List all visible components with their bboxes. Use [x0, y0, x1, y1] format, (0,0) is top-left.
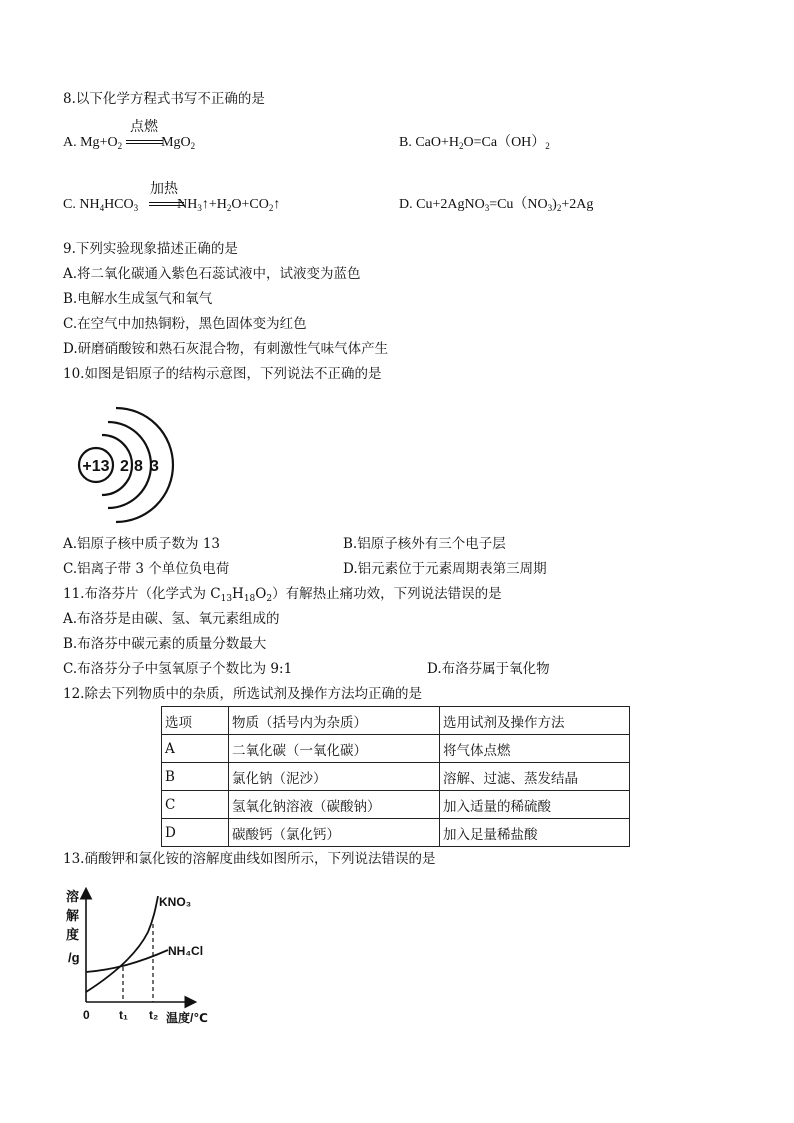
q8-stem: 8.以下化学方程式书写不正确的是 — [63, 91, 265, 107]
table-cell: 氯化钠（泥沙） — [229, 763, 440, 791]
q8-c-condition: 加热 — [150, 181, 178, 197]
aluminum-atom-diagram — [64, 390, 184, 530]
table-cell: C — [162, 791, 229, 819]
table-header-cell: 选项 — [162, 707, 229, 735]
table-header-cell: 选用试剂及操作方法 — [440, 707, 630, 735]
y-axis-label-char: 解 — [66, 908, 80, 923]
series-label-kno3: KNO₃ — [159, 895, 192, 909]
q9-option-d: D.研磨硝酸铵和熟石灰混合物，有刺激性气味气体产生 — [63, 341, 389, 357]
q9-option-b: B.电解水生成氢气和氧气 — [63, 291, 213, 307]
shell-1-electrons: 2 — [120, 458, 129, 475]
q10-option-d: D.铝元素位于元素周期表第三周期 — [343, 561, 547, 577]
q11-option-c: C.布洛芬分子中氢氧原子个数比为 9:1 — [63, 661, 293, 677]
q8-a-condition: 点燃 — [130, 119, 158, 135]
solubility-chart — [66, 884, 226, 1029]
q12-stem: 12.除去下列物质中的杂质，所选试剂及操作方法均正确的是 — [63, 686, 422, 702]
kno3-curve — [86, 896, 158, 992]
x-tick-t2: t₂ — [149, 1008, 159, 1022]
series-label-nh4cl: NH₄Cl — [168, 944, 204, 958]
q11-option-a: A.布洛芬是由碳、氢、氧元素组成的 — [63, 611, 280, 627]
q8-option-a: A. $Mg+O_2$ MgO$_2$ — [63, 135, 196, 151]
x-axis-label: 温度/℃ — [166, 1011, 208, 1025]
q9-option-c: C.在空气中加热铜粉，黑色固体变为红色 — [63, 316, 307, 332]
q9-option-a: A.将二氧化碳通入紫色石蕊试液中，试液变为蓝色 — [63, 266, 361, 282]
q8-option-b: B. $CaO+H_2O=Ca(OH)_2$ — [399, 135, 550, 151]
q8-a-equals-line — [126, 140, 163, 144]
table-cell: 加入适量的稀硫酸 — [440, 791, 630, 819]
table-header-row — [162, 707, 630, 735]
q9-stem: 9.下列实验现象描述正确的是 — [63, 241, 238, 257]
q10-option-c: C.铝离子带 3 个单位负电荷 — [63, 561, 230, 577]
q13-stem: 13.硝酸钾和氯化铵的溶解度曲线如图所示，下列说法错误的是 — [63, 851, 436, 867]
x-tick-t1: t₁ — [119, 1008, 128, 1022]
q10-stem: 10.如图是铝原子的结构示意图，下列说法不正确的是 — [63, 366, 382, 382]
q10-option-b: B.铝原子核外有三个电子层 — [343, 536, 506, 552]
q11-option-b: B.布洛芬中碳元素的质量分数最大 — [63, 636, 267, 652]
table-row — [162, 791, 630, 819]
q8-option-d: D. $Cu+2AgNO_3=Cu(NO_3)_2+2Ag$ — [399, 197, 594, 213]
q10-option-a: A.铝原子核中质子数为 13 — [63, 536, 221, 552]
q11-stem: 11.布洛芬片（化学式为 $C_{13}H_{18}O_2$）有解热止痛功效，下列说法错误的是 — [63, 586, 502, 604]
shell-2-electrons: 8 — [134, 458, 143, 475]
table-row — [162, 763, 630, 791]
table-cell: 碳酸钙（氯化钙） — [229, 819, 440, 847]
table-cell: D — [162, 819, 229, 847]
table-cell: 二氧化碳（一氧化碳） — [229, 735, 440, 763]
shell-3-electrons: 3 — [150, 458, 159, 475]
y-axis-label-char: 溶 — [66, 889, 80, 904]
table-cell: 溶解、过滤、蒸发结晶 — [440, 763, 630, 791]
q12-options-table — [161, 706, 630, 847]
table-cell: 将气体点燃 — [440, 735, 630, 763]
x-tick-origin: 0 — [83, 1008, 90, 1022]
table-cell: A — [162, 735, 229, 763]
shell-arc-2 — [108, 422, 151, 508]
y-axis-label-char: /g — [68, 950, 80, 965]
q11-option-d: D.布洛芬属于氧化物 — [427, 661, 550, 677]
table-cell: 加入足量稀盐酸 — [440, 819, 630, 847]
table-header-cell: 物质（括号内为杂质） — [229, 707, 440, 735]
table-cell: B — [162, 763, 229, 791]
nucleus-charge: +13 — [82, 458, 110, 475]
y-axis-label-char: 度 — [66, 927, 80, 942]
table-cell: 氢氧化钠溶液（碳酸钠） — [229, 791, 440, 819]
table-row — [162, 819, 630, 847]
q8-c-equals-line — [149, 202, 184, 206]
table-row — [162, 735, 630, 763]
q8-option-c: C. $NH_4HCO_3$ $NH_3↑+H_2O+CO_2↑$ — [63, 197, 281, 213]
